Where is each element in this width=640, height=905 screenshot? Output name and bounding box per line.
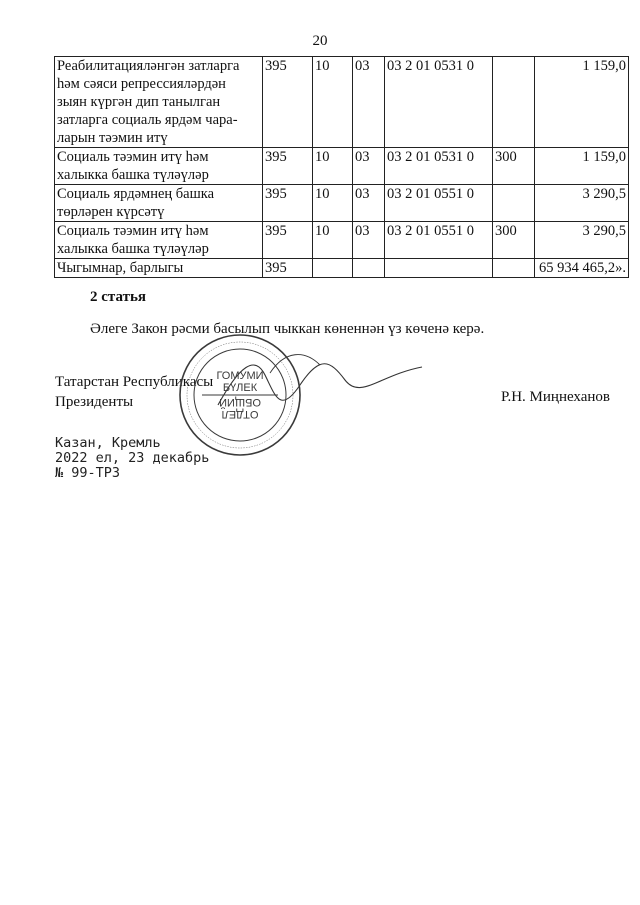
article-code-cell: 03 2 01 0531 0 [385, 148, 493, 185]
expense-type-cell: 300 [493, 148, 535, 185]
seal-text: ОТДЕЛ [221, 408, 259, 420]
seal-text: ГОМУМИ [216, 370, 264, 382]
row-name-cell [55, 222, 263, 259]
law-number: № 99-ТРЗ [55, 465, 121, 481]
expense-type-cell [493, 185, 535, 222]
empty-cell [353, 259, 385, 278]
row-name-line: төрләрен күрсәтү [57, 204, 165, 220]
org-code-cell: 395 [263, 148, 313, 185]
row-name-cell [55, 57, 263, 148]
article-code-cell: 03 2 01 0551 0 [385, 222, 493, 259]
table-row [55, 185, 629, 222]
row-name-line: ларын тәэмин итү [57, 130, 168, 146]
amount-cell: 1 159,0 [535, 148, 629, 185]
signing-place: Казан, Кремль [55, 435, 161, 451]
row-name-line: Социаль тәэмин итү һәм [57, 223, 209, 239]
row-name-line: Социаль тәэмин итү һәм [57, 149, 209, 165]
org-code-cell: 395 [263, 222, 313, 259]
row-name-line: һәм сәяси репрессияләрдән [57, 76, 226, 92]
table-total-row [55, 259, 629, 278]
table-row [55, 57, 629, 148]
org-code-cell: 395 [263, 185, 313, 222]
row-name-line: халыкка башка түләүләр [57, 241, 209, 257]
row-name-line: халыкка башка түләүләр [57, 167, 209, 183]
row-name-cell [55, 148, 263, 185]
budget-table [54, 56, 629, 278]
section-cell: 10 [313, 57, 353, 148]
amount-cell: 3 290,5 [535, 185, 629, 222]
seal-text: ОБЩИЙ [219, 396, 261, 408]
row-name-line: Реабилитацияләнгән затларга [57, 58, 240, 74]
signer-title-line: Татарстан Республикасы [55, 374, 214, 390]
seal-text: БҮЛЕК [222, 382, 258, 394]
amount-cell: 1 159,0 [535, 57, 629, 148]
signer-name: Р.Н. Миңнеханов [501, 389, 610, 405]
expense-type-cell [493, 57, 535, 148]
row-name-line: Социаль ярдәмнең башка [57, 186, 215, 202]
empty-cell [493, 259, 535, 278]
total-label-cell: Чыгымнар, барлыгы [55, 259, 263, 278]
row-name-line: затларга социаль ярдәм чара- [57, 112, 238, 128]
document-meta [55, 436, 209, 481]
table-row [55, 222, 629, 259]
expense-type-cell: 300 [493, 222, 535, 259]
signing-date: 2022 ел, 23 декабрь [55, 450, 210, 466]
article-code-cell: 03 2 01 0551 0 [385, 185, 493, 222]
total-amount-cell: 65 934 465,2». [535, 259, 629, 278]
subsection-cell: 03 [353, 222, 385, 259]
org-code-cell: 395 [263, 57, 313, 148]
subsection-cell: 03 [353, 185, 385, 222]
empty-cell [313, 259, 353, 278]
row-name-cell [55, 185, 263, 222]
article-heading: 2 статья [90, 289, 146, 305]
subsection-cell: 03 [353, 57, 385, 148]
section-cell: 10 [313, 185, 353, 222]
row-name-line: зыян күргән дип танылган [57, 94, 221, 110]
empty-cell [385, 259, 493, 278]
subsection-cell: 03 [353, 148, 385, 185]
article-text: Әлеге Закон рәсми басылып чыккан көненнән үз көченә керә. [90, 321, 485, 337]
table-row [55, 148, 629, 185]
signer-title-line: Президенты [55, 394, 134, 410]
amount-cell: 3 290,5 [535, 222, 629, 259]
section-cell: 10 [313, 148, 353, 185]
article-code-cell: 03 2 01 0531 0 [385, 57, 493, 148]
org-code-cell: 395 [263, 259, 313, 278]
section-cell: 10 [313, 222, 353, 259]
page-number: 20 [312, 33, 328, 49]
